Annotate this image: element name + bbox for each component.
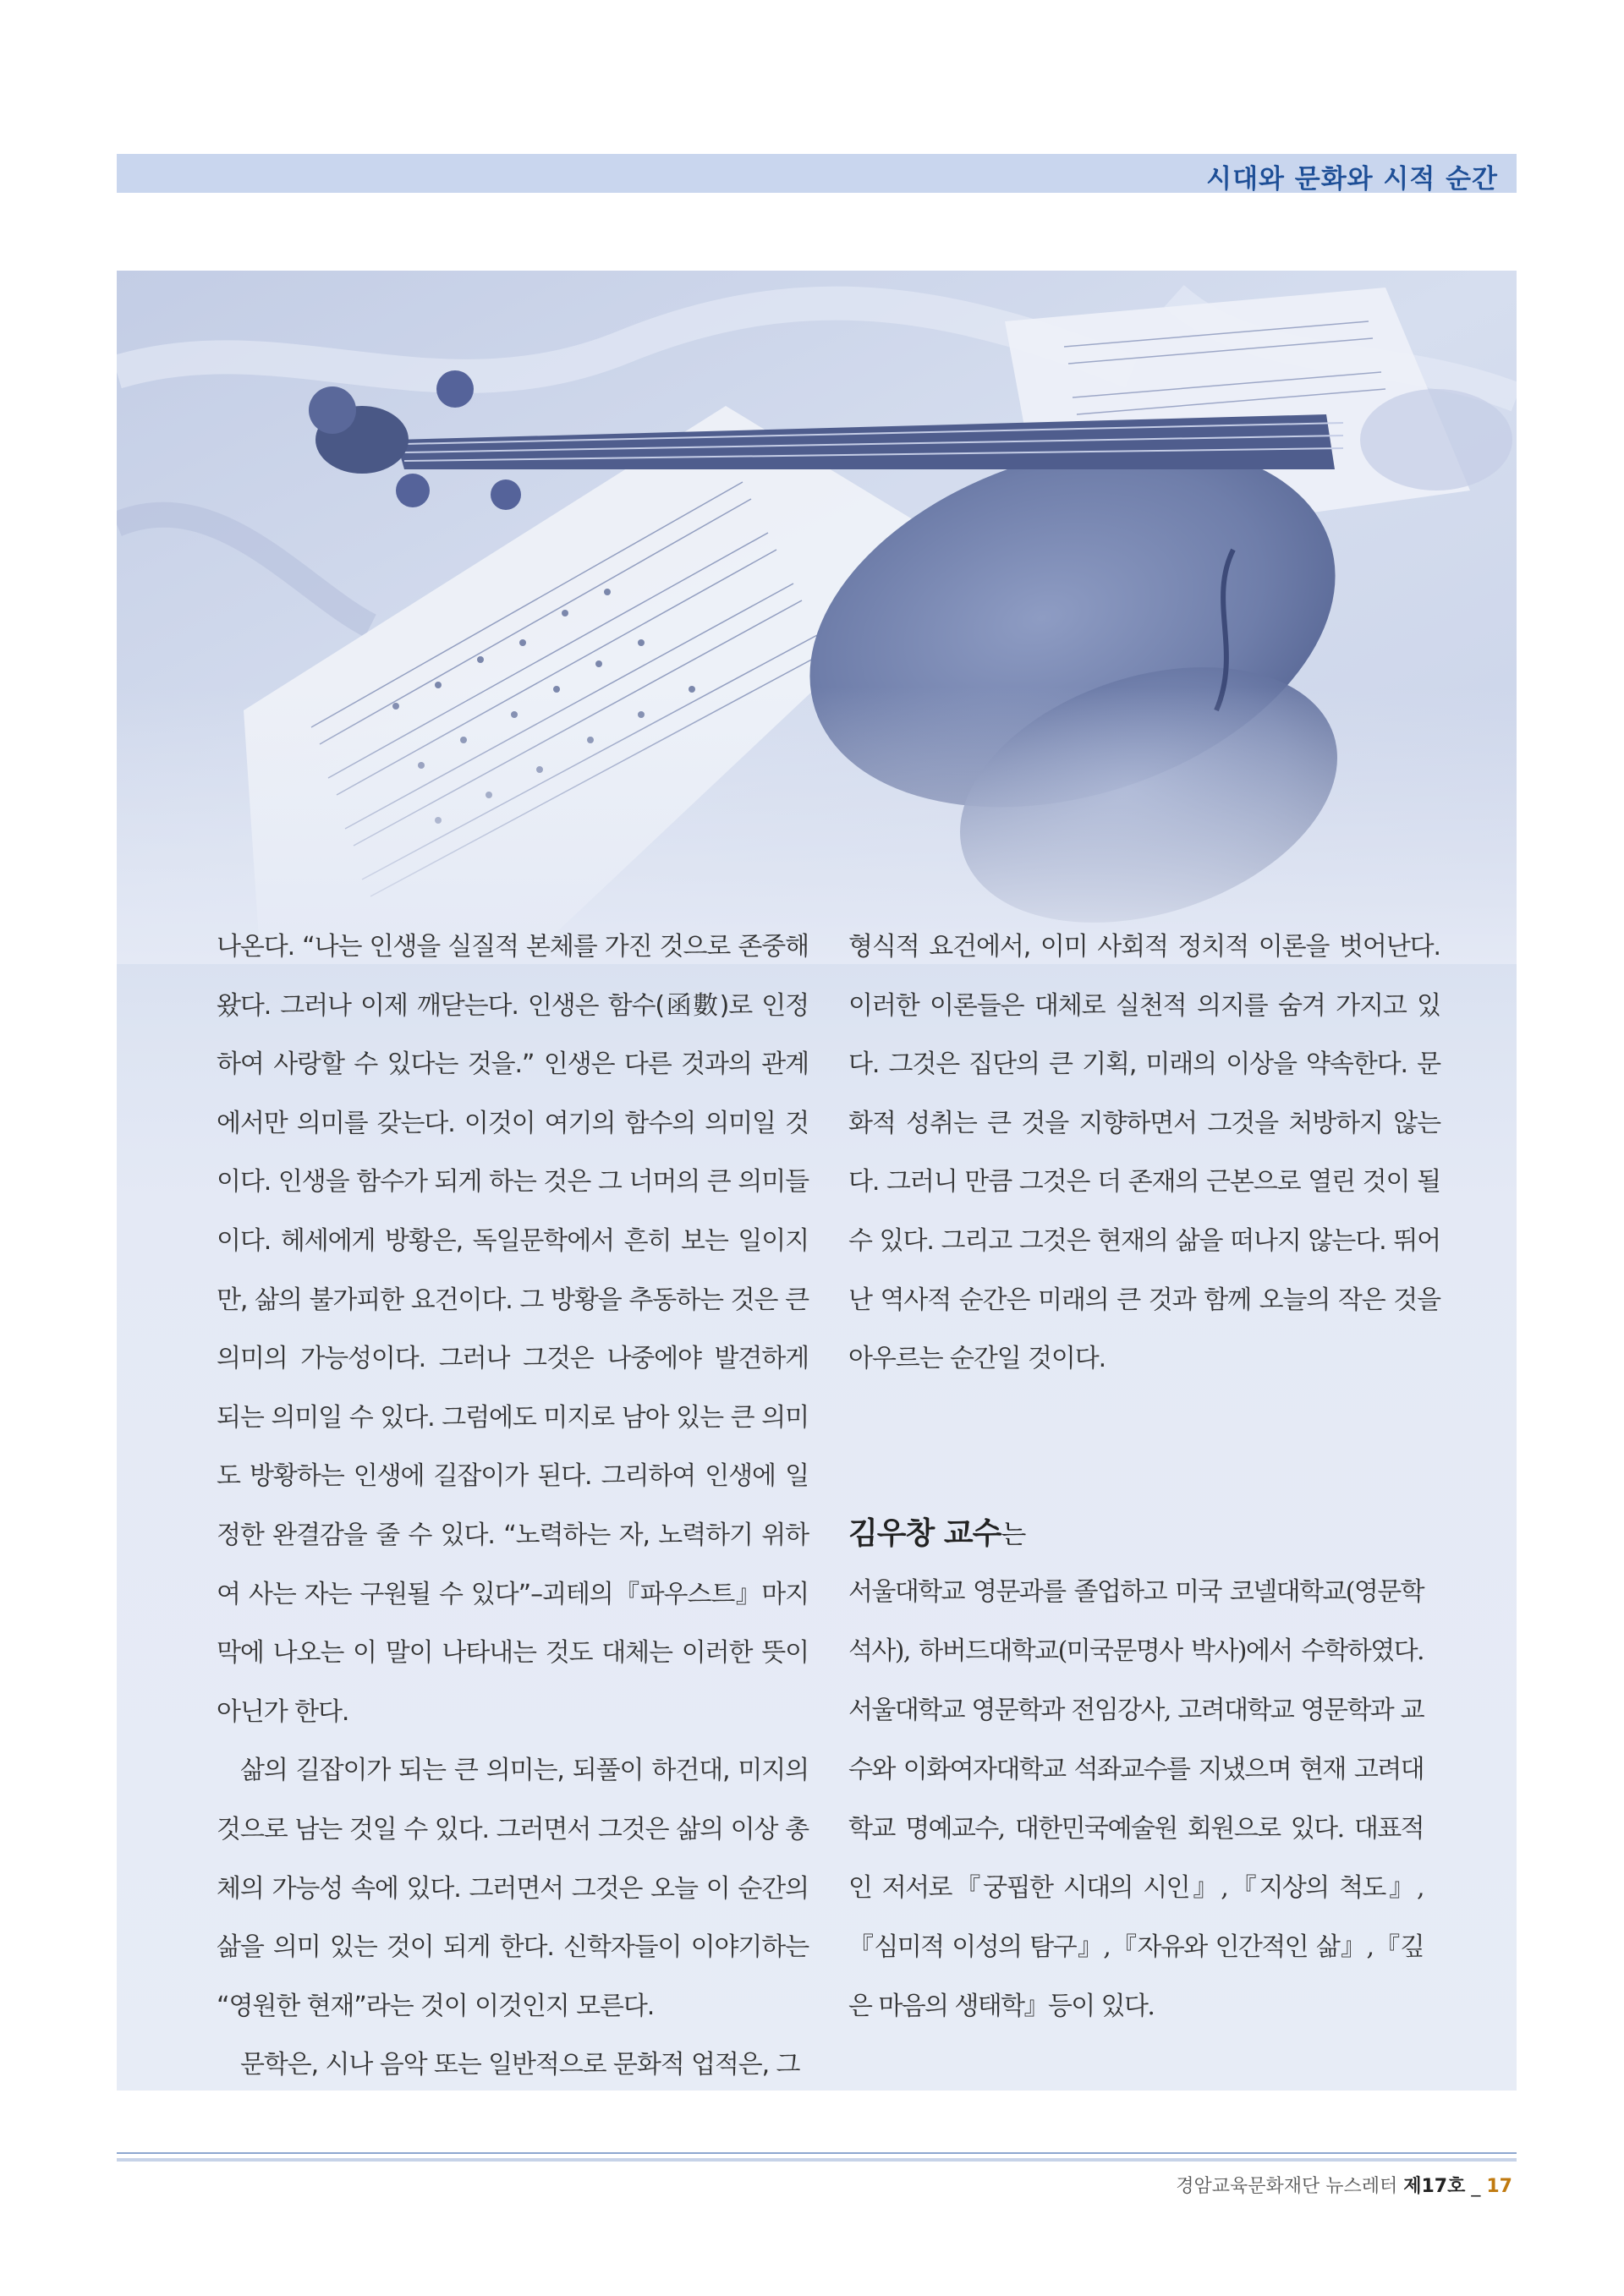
issue-number: 제17호 (1403, 2176, 1466, 2197)
author-heading (848, 1510, 1025, 1553)
footer-divider (117, 2152, 1517, 2154)
section-title: 시대와 문화와 시적 순간 (1206, 164, 1498, 195)
section-header-bar (117, 154, 1517, 193)
publication-name: 경암교육문화재단 뉴스레터 (1176, 2176, 1398, 2197)
article-paragraph: 나온다. “나는 인생을 실질적 본체를 가진 것으로 존중해 왔다. 그러나 이제 깨닫는다. 인생은 함수(函數)로 인정하여 사랑할 수 있다는 것을.” 인생은 다른 것과의 관계에서만 의미를 갖는다. 이것이 여기의 함수의 의미일 것이다. 인생을 함수가 되게 하는 것은 그 너머의 큰 의미들이다. 헤세에게 방황은, 독일문학에서 흔히 보는 일이지만, 삶의 불가피한 요건이다. 그 방황을 추동하는 것은 큰 의미의 가능성이다. 그러나 그것은 나중에야 발견하게 되는 의미일 수 있다. 그럼에도 미지로 남아 있는 큰 의미도 방황하는 인생에 길잡이가 된다. 그리하여 인생에 일정한 완결감을 줄 수 있다. “노력하는 자, 노력하기 위하여 사는 자는 구원될 수 있다”–괴테의『파우스트』마지막에 나오는 이 말이 나타내는 것도 대체는 이러한 뜻이 아닌가 한다. (217, 932, 809, 1727)
article-paragraph: 형식적 요건에서, 이미 사회적 정치적 이론을 벗어난다. 이러한 이론들은 대체로 실천적 의지를 숨겨 가지고 있다. 그것은 집단의 큰 기획, 미래의 이상을 약속한다. 문화적 성취는 큰 것을 지향하면서 그것을 처방하지 않는다. 그러니 만큼 그것은 더 존재의 근본으로 열린 것이 될 수 있다. 그리고 그것은 현재의 삶을 떠나지 않는다. 뛰어난 역사적 순간은 미래의 큰 것과 함께 오늘의 작은 것을 아우르는 순간일 것이다. (848, 932, 1440, 1374)
page-footer (1176, 2172, 1512, 2198)
author-bio: 서울대학교 영문과를 졸업하고 미국 코넬대학교(영문학 석사), 하버드대학교(미국문명사 박사)에서 수학하였다. 서울대학교 영문학과 전임강사, 고려대학교 영문학과 교수와 이화여자대학교 석좌교수를 지냈으며 현재 고려대학교 명예교수, 대한민국예술원 회원으로 있다. 대표적인 저서로『궁핍한 시대의 시인』,『지상의 척도』,『심미적 이성의 탐구』,『자유와 인간적인 삶』,『깊은 마음의 생태학』등이 있다. (848, 1577, 1424, 2021)
article-left-column (217, 918, 809, 2095)
author-name-suffix: 는 (1001, 1520, 1026, 1550)
footer-separator: _ (1471, 2176, 1481, 2197)
article-right-column (848, 918, 1440, 1389)
footer-divider-secondary (117, 2158, 1517, 2162)
violin-sheet-music-photo (117, 271, 1517, 964)
author-name: 김우창 교수 (848, 1515, 1001, 1551)
page-number: 17 (1486, 2176, 1512, 2197)
article-paragraph: 삶의 길잡이가 되는 큰 의미는, 되풀이 하건대, 미지의 것으로 남는 것일 수 있다. 그러면서 그것은 삶의 이상 총체의 가능성 속에 있다. 그러면서 그것은 오늘 이 순간의 삶을 의미 있는 것이 되게 한다. 신학자들이 이야기하는 “영원한 현재”라는 것이 이것인지 모른다. (217, 1756, 809, 2021)
article-paragraph: 문학은, 시나 음악 또는 일반적으로 문화적 업적은, 그 (240, 2050, 800, 2080)
